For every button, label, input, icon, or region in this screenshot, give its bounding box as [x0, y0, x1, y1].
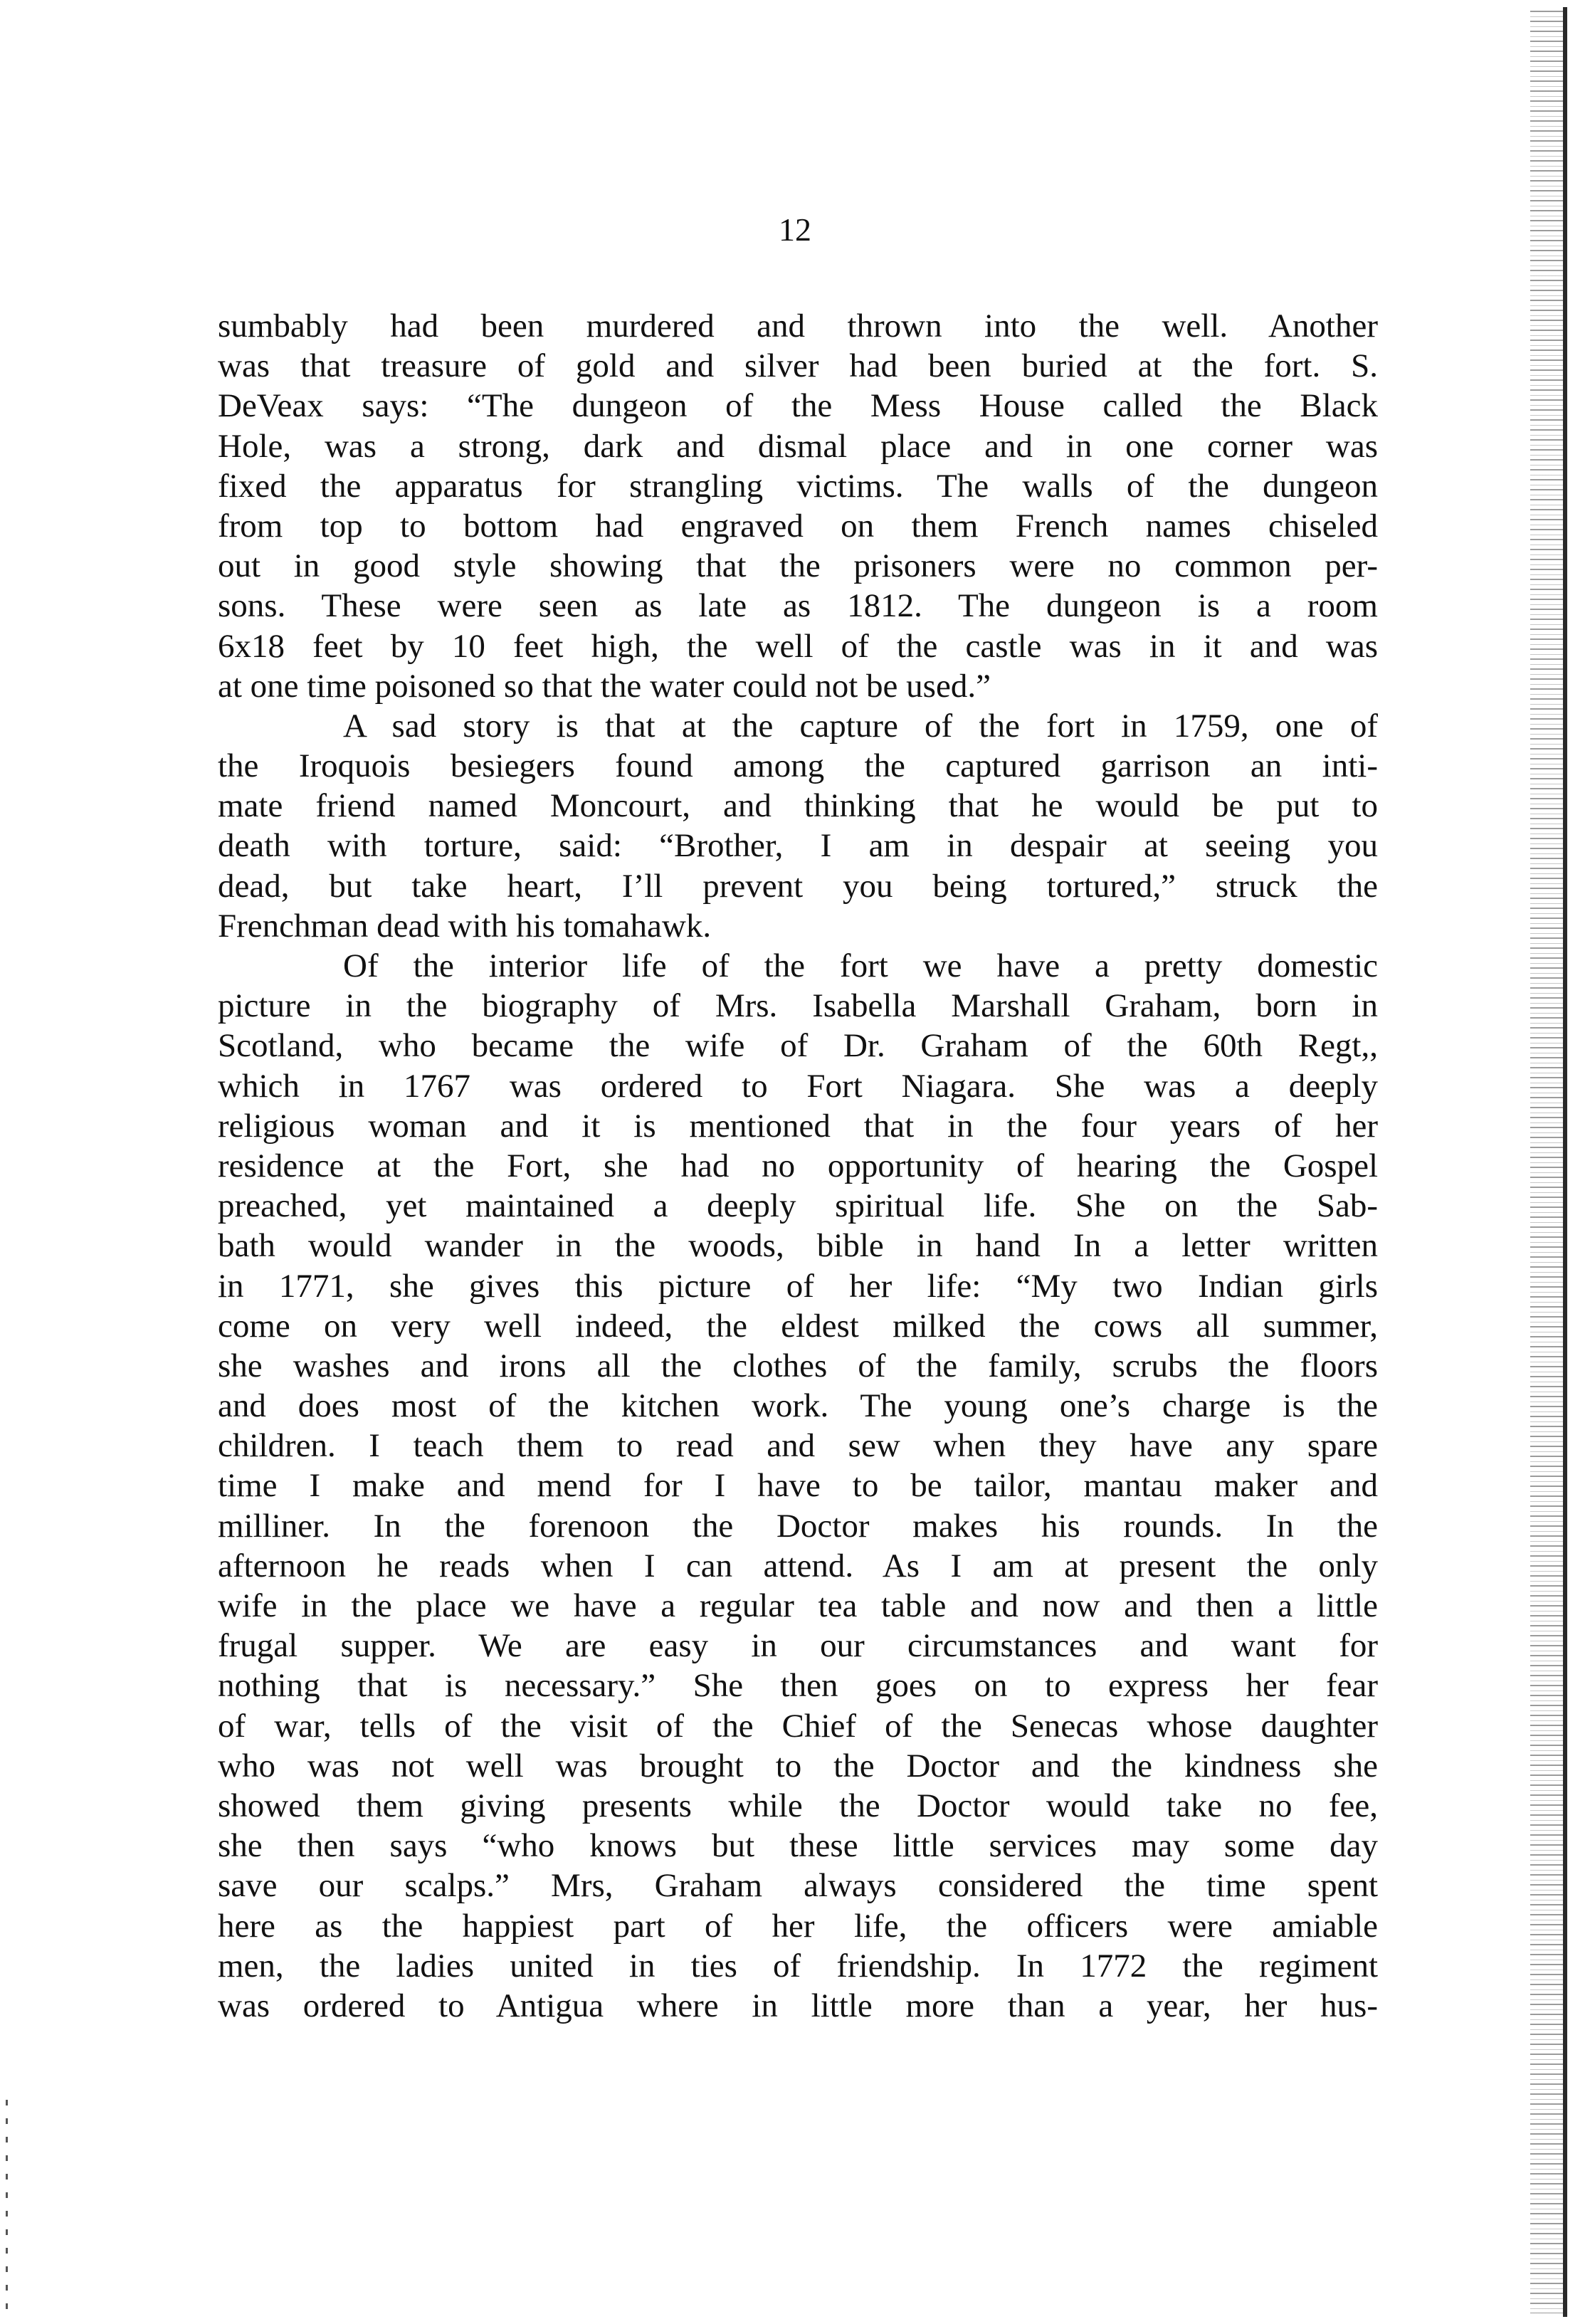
text-line: dead, but take heart, I’ll prevent you being tortured,” struck the [218, 867, 1378, 905]
text-line: Scotland, who became the wife of Dr. Graham of the 60th Regt,, [218, 1027, 1378, 1065]
text-line: children. I teach them to read and sew when they have any spare [218, 1427, 1378, 1465]
text-line: save our scalps.” Mrs, Graham always considered the time spent [218, 1867, 1378, 1905]
paragraph [218, 946, 1378, 2026]
scan-edge-marks [6, 2100, 8, 2313]
text-line: of war, tells of the visit of the Chief of the Senecas whose daughter [218, 1707, 1378, 1745]
text-line: was that treasure of gold and silver had been buried at the fort. S. [218, 347, 1378, 385]
text-line: was ordered to Antigua where in little more than a year, her hus- [218, 1987, 1378, 2024]
text-line: frugal supper. We are easy in our circumstances and want for [218, 1627, 1378, 1665]
text-line: afternoon he reads when I can attend. As I am at present the only [218, 1547, 1378, 1584]
text-line: she then says “who knows but these little services may some day [218, 1827, 1378, 1865]
text-line: out in good style showing that the prisoners were no common per- [218, 547, 1378, 585]
text-line: residence at the Fort, she had no opportunity of hearing the Gospel [218, 1147, 1378, 1184]
text-line: from top to bottom had engraved on them French names chiseled [218, 507, 1378, 545]
text-line: sumbably had been murdered and thrown into the well. Another [218, 307, 1378, 345]
text-line: the Iroquois besiegers found among the captured garrison an inti- [218, 747, 1378, 785]
text-line: sons. These were seen as late as 1812. The dungeon is a room [218, 587, 1378, 625]
text-line: A sad story is that at the capture of the fort in 1759, one of [343, 707, 1378, 745]
text-line: which in 1767 was ordered to Fort Niagara. She was a deeply [218, 1067, 1378, 1105]
text-line: religious woman and it is mentioned that in the four years of her [218, 1107, 1378, 1145]
paragraph [218, 306, 1378, 706]
text-line: showed them giving presents while the Doctor would take no fee, [218, 1787, 1378, 1824]
text-line: come on very well indeed, the eldest milked the cows all summer, [218, 1307, 1378, 1345]
text-line: at one time poisoned so that the water could not be used.” [218, 667, 991, 705]
text-line: wife in the place we have a regular tea table and now and then a little [218, 1587, 1378, 1624]
text-line: men, the ladies united in ties of friendship. In 1772 the regiment [218, 1947, 1378, 1984]
text-line: bath would wander in the woods, bible in hand In a letter written [218, 1227, 1378, 1265]
text-line: Of the interior life of the fort we have a pretty domestic [343, 947, 1378, 984]
text-line: time I make and mend for I have to be tailor, mantau maker and [218, 1467, 1378, 1505]
text-line: here as the happiest part of her life, the officers were amiable [218, 1907, 1378, 1945]
text-line: preached, yet maintained a deeply spiritual life. She on the Sab- [218, 1187, 1378, 1225]
paragraph [218, 706, 1378, 946]
text-line: who was not well was brought to the Doctor and the kindness she [218, 1747, 1378, 1784]
text-line: mate friend named Moncourt, and thinking that he would be put to [218, 787, 1378, 825]
text-line: death with torture, said: “Brother, I am in despair at seeing you [218, 827, 1378, 865]
text-line: and does most of the kitchen work. The young one’s charge is the [218, 1387, 1378, 1425]
text-line: in 1771, she gives this picture of her life: “My two Indian girls [218, 1267, 1378, 1305]
page-number: 12 [779, 211, 811, 248]
text-line: nothing that is necessary.” She then goes on to express her fear [218, 1667, 1378, 1705]
text-line: milliner. In the forenoon the Doctor makes his rounds. In the [218, 1507, 1378, 1545]
text-line: 6x18 feet by 10 feet high, the well of the castle was in it and was [218, 627, 1378, 665]
text-line: she washes and irons all the clothes of the family, scrubs the floors [218, 1347, 1378, 1384]
scan-edge-texture [1530, 7, 1566, 2313]
text-line: Hole, was a strong, dark and dismal place and in one corner was [218, 427, 1378, 465]
scan-edge-line [1563, 7, 1567, 2317]
text-line: fixed the apparatus for strangling victims. The walls of the dungeon [218, 467, 1378, 505]
text-line: Frenchman dead with his tomahawk. [218, 907, 712, 945]
text-line: DeVeax says: “The dungeon of the Mess House called the Black [218, 387, 1378, 425]
body-text [218, 306, 1378, 2026]
text-line: picture in the biography of Mrs. Isabella Marshall Graham, born in [218, 987, 1378, 1025]
